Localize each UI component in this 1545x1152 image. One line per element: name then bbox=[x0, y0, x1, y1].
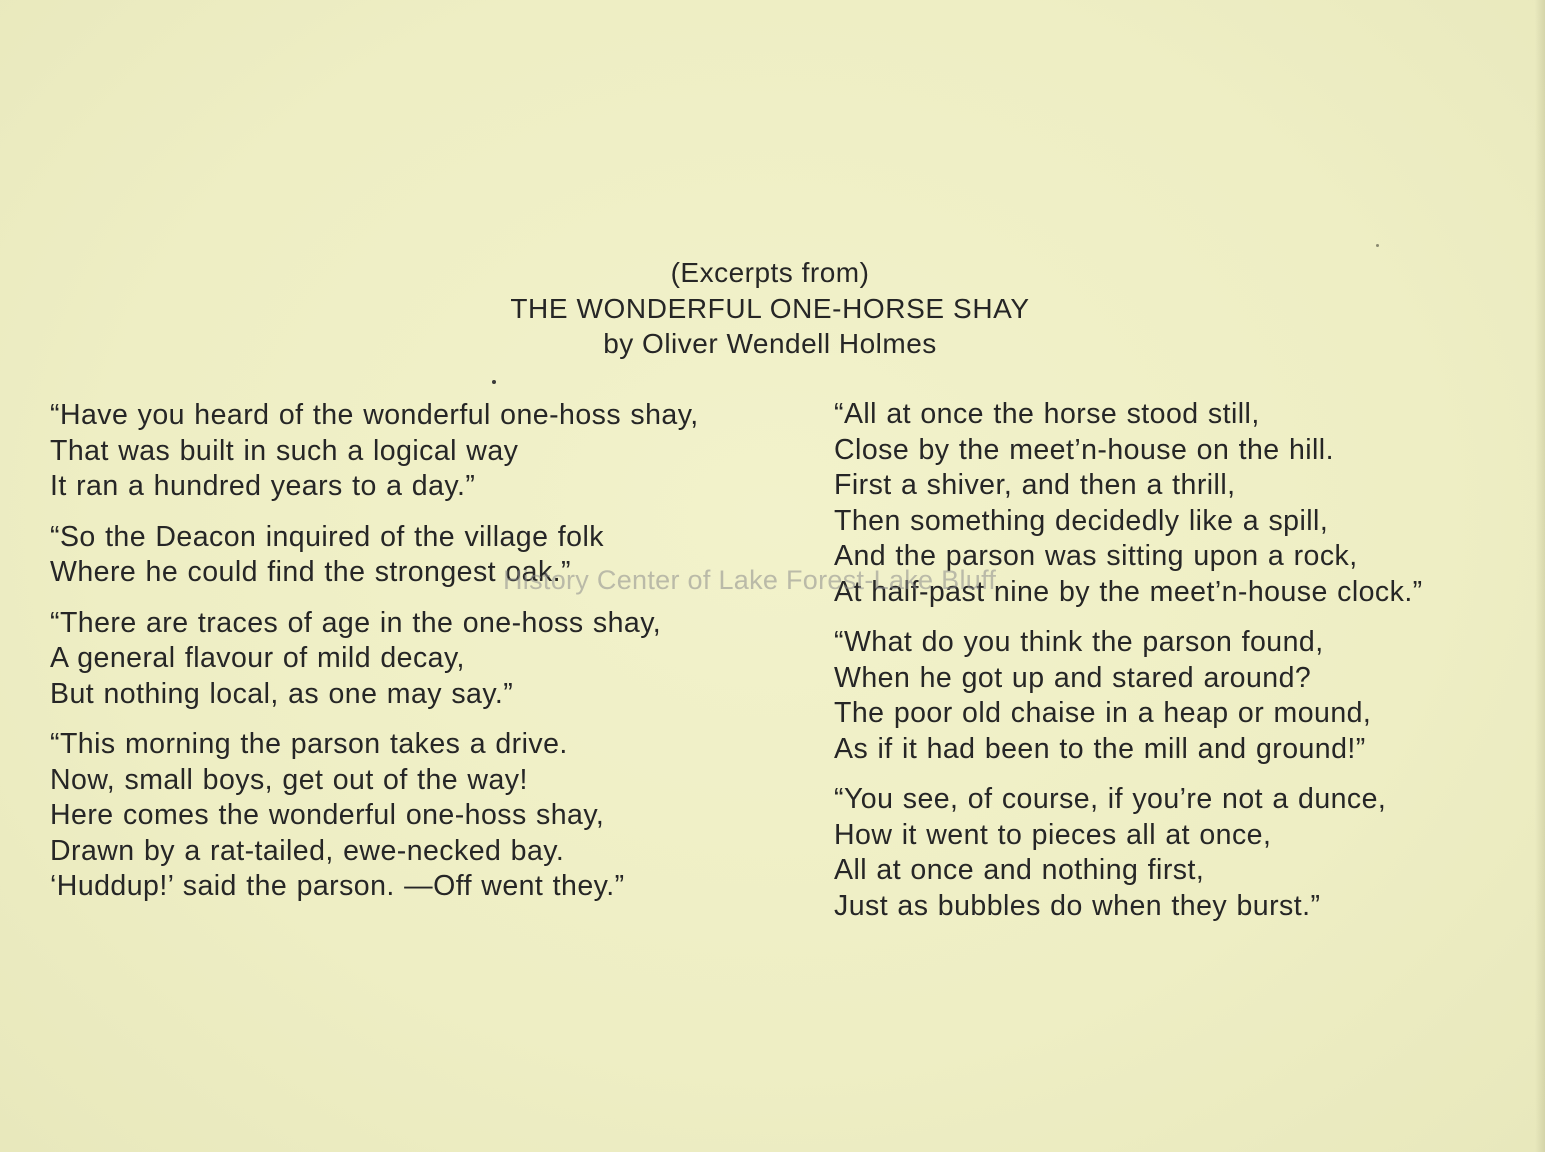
poem-line: That was built in such a logical way bbox=[50, 434, 519, 467]
stanza bbox=[50, 606, 810, 713]
poem-line: As if it had been to the mill and ground!” bbox=[834, 732, 1366, 765]
poem-title: THE WONDERFUL ONE-HORSE SHAY bbox=[510, 292, 1030, 324]
stanza bbox=[834, 625, 1534, 767]
poem-line: All at once and nothing first, bbox=[834, 854, 1205, 886]
stanza bbox=[834, 782, 1534, 924]
poem-line: Drawn by a rat-tailed, ewe-necked bay. bbox=[50, 834, 565, 867]
poem-line: First a shiver, and then a thrill, bbox=[834, 469, 1236, 501]
poem-line: And the parson was sitting upon a rock, bbox=[834, 540, 1358, 572]
poem-line: Where he could find the strongest oak.” bbox=[50, 556, 571, 588]
excerpt-note: (Excerpts from) bbox=[670, 257, 870, 288]
poem-line: At half-past nine by the meet’n-house clock.” bbox=[834, 575, 1423, 608]
poem-line: Then something decidedly like a spill, bbox=[834, 504, 1329, 537]
ink-dot bbox=[492, 380, 496, 384]
poem-line: “What do you think the parson found, bbox=[834, 626, 1324, 658]
poem-line: It ran a hundred years to a day.” bbox=[50, 470, 476, 502]
watermark: History Center of Lake Forest-Lake Bluff bbox=[503, 565, 997, 595]
poem-line: “You see, of course, if you’re not a dunce, bbox=[834, 783, 1387, 815]
poem-header bbox=[0, 255, 1540, 362]
poem-line: But nothing local, as one may say.” bbox=[50, 677, 514, 710]
poem-line: A general flavour of mild decay, bbox=[50, 642, 465, 674]
poem-line: “Have you heard of the wonderful one-hoss shay, bbox=[50, 399, 699, 431]
stanza bbox=[50, 398, 810, 505]
poem-line: Now, small boys, get out of the way! bbox=[50, 763, 528, 796]
poem-line: “This morning the parson takes a drive. bbox=[50, 728, 568, 760]
poem-line: ‘Huddup!’ said the parson. —Off went they.” bbox=[50, 870, 625, 902]
poem-line: When he got up and stared around? bbox=[834, 661, 1312, 694]
poem-line: “So the Deacon inquired of the village folk bbox=[50, 520, 604, 553]
left-column bbox=[50, 398, 810, 920]
poem-author: by Oliver Wendell Holmes bbox=[603, 328, 937, 359]
page-edge-shadow bbox=[1535, 0, 1545, 1152]
right-column bbox=[834, 397, 1534, 939]
poem-line: Here comes the wonderful one-hoss shay, bbox=[50, 799, 605, 831]
poem-line: How it went to pieces all at once, bbox=[834, 818, 1272, 851]
paper-speck bbox=[1376, 244, 1379, 247]
poem-line: “There are traces of age in the one-hoss shay, bbox=[50, 606, 662, 639]
stanza bbox=[50, 727, 810, 905]
poem-line: “All at once the horse stood still, bbox=[834, 398, 1260, 430]
poem-line: Just as bubbles do when they burst.” bbox=[834, 889, 1321, 922]
poem-line: The poor old chaise in a heap or mound, bbox=[834, 697, 1372, 729]
poem-line: Close by the meet’n-house on the hill. bbox=[834, 433, 1334, 466]
